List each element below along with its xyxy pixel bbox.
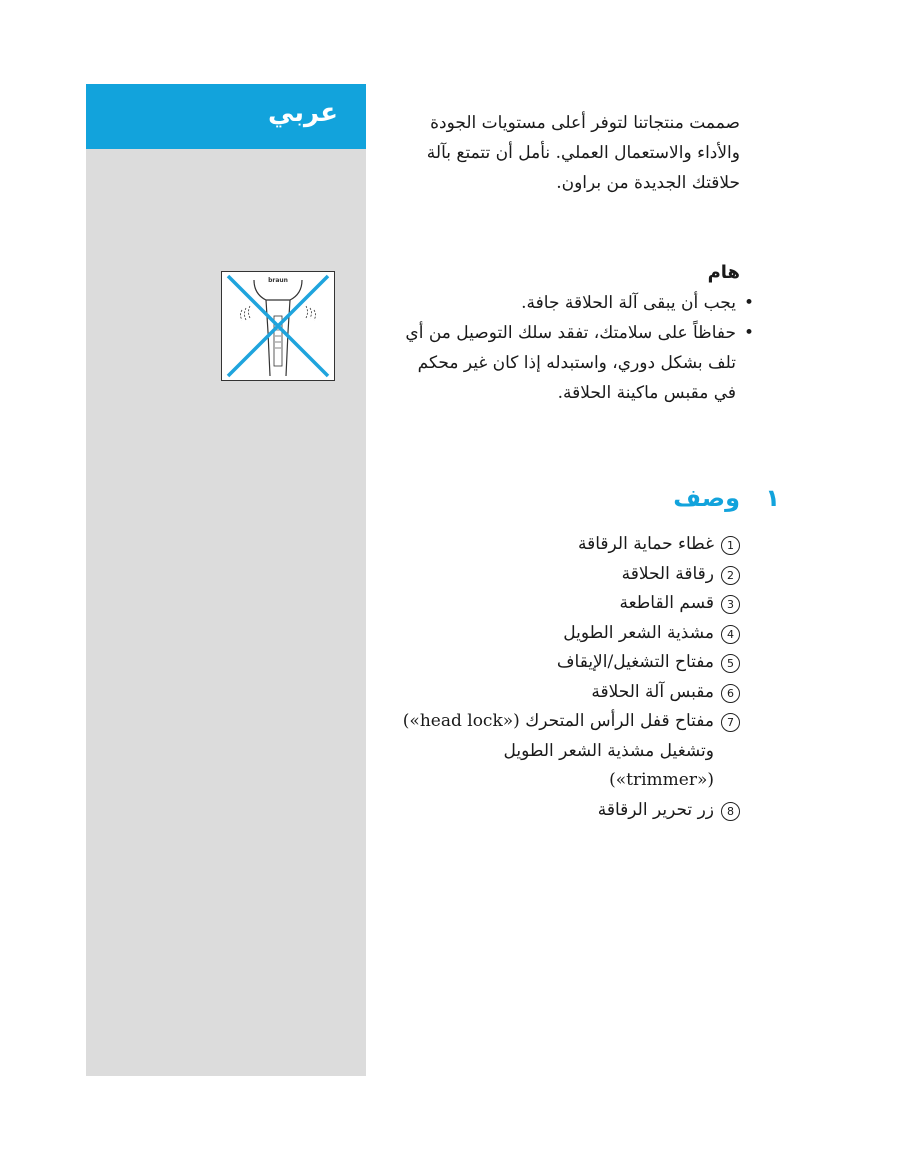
shaver-not-under-water-icon: [222, 272, 334, 380]
part-number: 4: [721, 625, 740, 644]
part-number: 3: [721, 595, 740, 614]
part-label: مقبس آلة الحلاقة: [591, 681, 714, 702]
part-label: مشذية الشعر الطويل: [563, 622, 714, 643]
language-header: [86, 84, 366, 149]
part-number: 5: [721, 654, 740, 673]
section-number: ١: [765, 484, 780, 512]
part-label: مفتاح قفل الرأس المتحرك («head lock») وتشغيل مشذية الشعر الطويل («trimmer»): [402, 711, 714, 790]
list-item: • يجب أن يبقى آلة الحلاقة جافة.: [396, 288, 754, 318]
important-list: [396, 288, 754, 408]
part-item: [396, 678, 740, 708]
part-number: 2: [721, 566, 740, 585]
part-item: [396, 589, 740, 619]
part-number: 8: [721, 802, 740, 821]
part-item: [396, 648, 740, 678]
list-item: • حفاظاً على سلامتك، تفقد سلك التوصيل من أي تلف بشكل دوري، واستبدله إذا كان غير محكم في مقبس ماكينة الحلاقة.: [396, 318, 754, 408]
part-label: غطاء حماية الرقاقة: [577, 534, 714, 554]
part-item: [396, 796, 740, 826]
section-heading-description: [600, 484, 780, 524]
section-title: وصف: [673, 484, 740, 512]
part-item: [396, 619, 740, 649]
part-label: رقاقة الحلاقة: [621, 563, 714, 584]
important-heading: هام: [707, 262, 740, 283]
part-item: [396, 560, 740, 590]
part-number: 1: [721, 536, 740, 555]
part-item: [396, 530, 740, 560]
part-number: 6: [721, 684, 740, 703]
part-label: زر تحرير الرقاقة: [597, 799, 714, 820]
sidebar-column: [86, 84, 366, 1076]
parts-list: [396, 530, 740, 825]
part-item: [396, 707, 740, 796]
intro-paragraph: صممت منتجاتنا لتوفر أعلى مستويات الجودة والأداء والاستعمال العملي. نأمل أن تتمتع بآلة حلاقتك الجديدة من براون.: [426, 113, 740, 193]
part-number: 7: [721, 713, 740, 732]
part-label: مفتاح التشغيل/الإيقاف: [556, 652, 714, 672]
part-label: قسم القاطعة: [619, 593, 714, 613]
language-title: عربي: [267, 98, 338, 128]
shaver-brand-label: braun: [268, 277, 288, 284]
shaver-water-warning-illustration: [221, 271, 335, 381]
